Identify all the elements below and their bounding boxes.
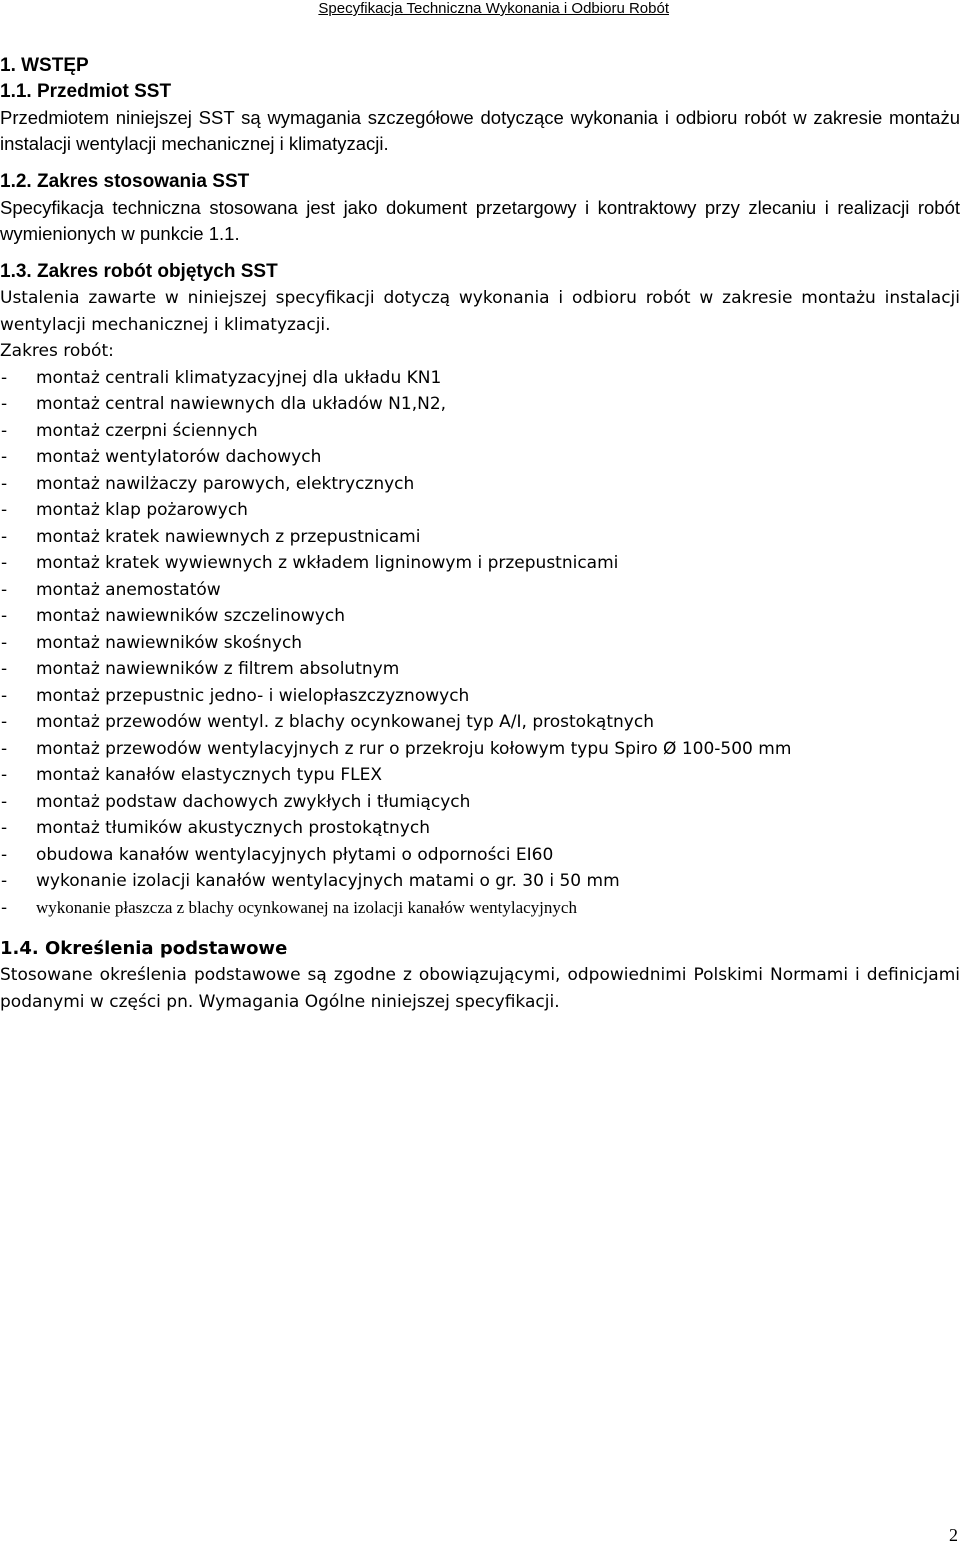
list-item [0, 550, 960, 577]
list-item [0, 683, 960, 710]
list-item [0, 868, 960, 895]
list-dash: - [1, 897, 8, 918]
document-body [0, 52, 960, 1015]
list-item [0, 762, 960, 789]
list-item-text: montaż podstaw dachowych zwykłych i tłumiących [36, 791, 471, 812]
list-dash: - [1, 765, 8, 785]
list-item-text: montaż central nawiewnych dla układów N1,N2, [36, 394, 447, 414]
list-item [0, 815, 960, 842]
list-item [0, 789, 960, 816]
list-item [0, 736, 960, 763]
subsection-text-1-4: Stosowane określenia podstawowe są zgodne z obowiązującymi, odpowiednimi Polskimi Normami i definicjami podanymi w części pn. Wymagania Ogólne niniejszej specyfikacji. [0, 965, 960, 1012]
list-dash: - [1, 844, 8, 865]
list-item-text: montaż przewodów wentylacyjnych z rur o przekroju kołowym typu Spiro Ø 100-500 mm [36, 738, 792, 759]
list-dash: - [1, 606, 8, 626]
running-header: Specyfikacja Techniczna Wykonania i Odbioru Robót [318, 0, 669, 17]
list-item [0, 709, 960, 736]
list-item-text: wykonanie płaszcza z blachy ocynkowanej na izolacji kanałów wentylacyjnych [36, 897, 577, 917]
list-dash: - [1, 394, 8, 414]
list-dash: - [1, 420, 8, 441]
list-item-text: montaż czerpni ściennych [36, 420, 258, 441]
list-item [0, 524, 960, 551]
list-dash: - [1, 473, 8, 494]
list-dash: - [1, 632, 8, 653]
list-item [0, 444, 960, 471]
subsection-heading-1-2: 1.2. Zakres stosowania SST [0, 171, 250, 192]
list-dash: - [1, 738, 8, 759]
list-item-text: montaż przewodów wentyl. z blachy ocynkowanej typ A/I, prostokątnych [36, 712, 654, 732]
list-item [0, 365, 960, 392]
list-dash: - [1, 712, 8, 732]
section-heading-wstep: 1. WSTĘP [0, 55, 89, 76]
list-item-text: montaż nawilżaczy parowych, elektrycznych [36, 473, 415, 494]
list-dash: - [1, 367, 8, 388]
subsection-heading-1-1: 1.1. Przedmiot SST [0, 81, 172, 102]
list-item [0, 895, 960, 922]
list-item [0, 603, 960, 630]
list-dash: - [1, 579, 8, 600]
list-dash: - [1, 685, 8, 706]
page-number: 2 [949, 1525, 958, 1545]
list-item-text: montaż przepustnic jedno- i wielopłaszczyznowych [36, 685, 470, 706]
list-item [0, 418, 960, 445]
list-dash: - [1, 818, 8, 838]
list-item-text: montaż nawiewników skośnych [36, 632, 303, 653]
list-item [0, 391, 960, 418]
list-item-text: montaż kratek wywiewnych z wkładem ligninowym i przepustnicami [36, 553, 619, 573]
list-dash: - [1, 500, 8, 520]
list-dash: - [1, 871, 8, 891]
list-dash: - [1, 553, 8, 573]
list-item-text: obudowa kanałów wentylacyjnych płytami o odporności EI60 [36, 844, 554, 865]
list-item-text: montaż centrali klimatyzacyjnej dla układu KN1 [36, 367, 442, 388]
list-item-text: montaż tłumików akustycznych prostokątnych [36, 818, 430, 838]
list-item-text: montaż wentylatorów dachowych [36, 447, 322, 467]
list-item [0, 497, 960, 524]
subsection-text-1-3: Ustalenia zawarte w niniejszej specyfikacji dotyczą wykonania i odbioru robót w zakresie montażu instalacji wentylacji mechanicznej i klimatyzacji. [0, 288, 960, 335]
list-item-text: montaż nawiewników z filtrem absolutnym [36, 659, 400, 679]
list-item [0, 577, 960, 604]
subsection-text-1-2: Specyfikacja techniczna stosowana jest jako dokument przetargowy i kontraktowy przy zlecaniu i realizacji robót wymienionych w punkcie 1.1. [0, 197, 960, 244]
list-dash: - [1, 659, 8, 679]
subsection-heading-1-3: 1.3. Zakres robót objętych SST [0, 261, 278, 282]
subsection-heading-1-4: 1.4. Określenia podstawowe [0, 938, 288, 959]
scope-list [0, 365, 960, 922]
subsection-text-1-1: Przedmiotem niniejszej SST są wymagania szczegółowe dotyczące wykonania i odbioru robót w zakresie montażu instalacji wentylacji mechanicznej i klimatyzacji. [0, 107, 960, 154]
list-dash: - [1, 447, 8, 467]
list-item-text: montaż kanałów elastycznych typu FLEX [36, 765, 382, 785]
list-item-text: montaż klap pożarowych [36, 500, 248, 520]
list-item [0, 471, 960, 498]
list-item-text: wykonanie izolacji kanałów wentylacyjnych matami o gr. 30 i 50 mm [36, 871, 620, 891]
list-dash: - [1, 526, 8, 547]
list-item [0, 630, 960, 657]
list-item-text: montaż kratek nawiewnych z przepustnicami [36, 526, 421, 547]
list-dash: - [1, 791, 8, 812]
list-item [0, 656, 960, 683]
list-item-text: montaż nawiewników szczelinowych [36, 606, 345, 626]
scope-label: Zakres robót: [0, 341, 114, 361]
list-item-text: montaż anemostatów [36, 579, 221, 600]
list-item [0, 842, 960, 869]
